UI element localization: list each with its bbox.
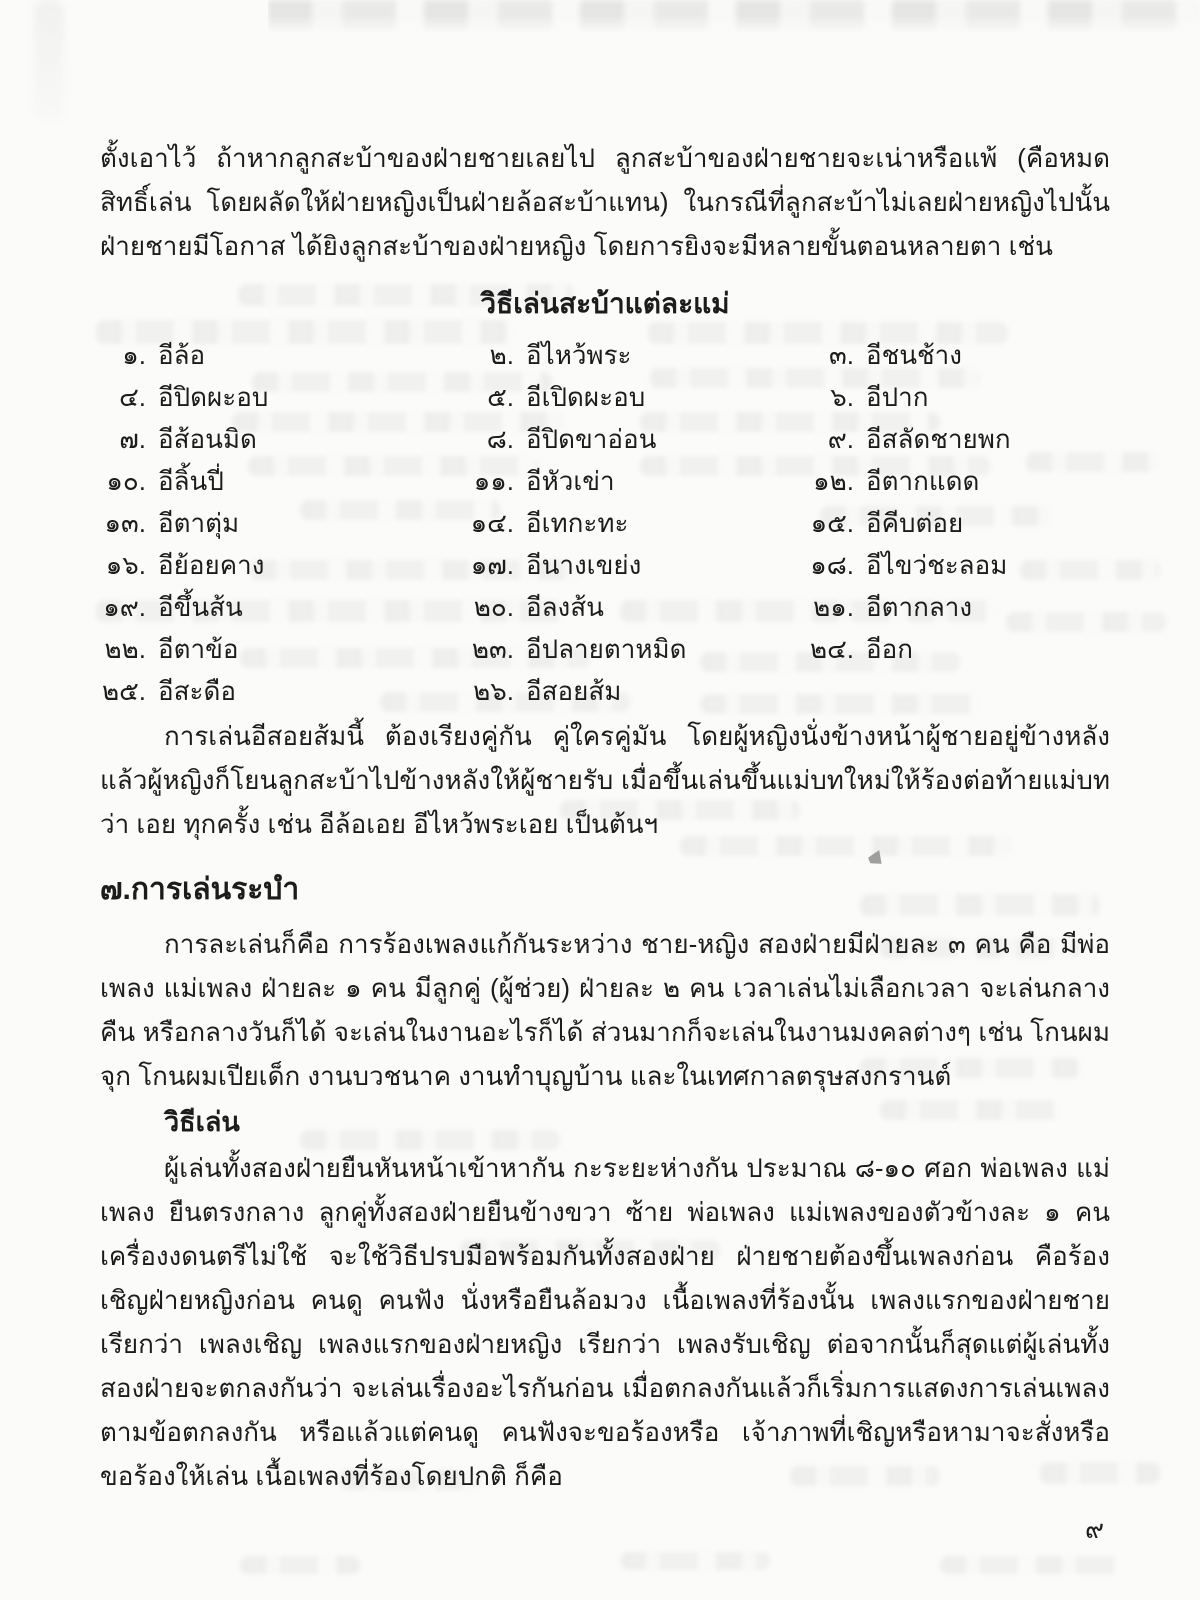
item-number: ๒๕. (101, 676, 146, 706)
list-item (468, 418, 808, 460)
item-name: อีเทกะทะ (526, 508, 629, 538)
how-to-play-subheading: วิธีเล่น (164, 1107, 240, 1137)
list-item (468, 628, 808, 670)
item-name: อีปลายตาหมิด (526, 634, 687, 664)
item-number: ๒. (489, 340, 514, 370)
list-item (100, 418, 468, 460)
item-number: ๒๐. (473, 592, 514, 622)
list-item (100, 628, 468, 670)
list-item (468, 460, 808, 502)
item-number: ๒๒. (104, 634, 146, 664)
item-name: อีตาตุ่ม (158, 508, 240, 538)
item-number: ๒๓. (471, 634, 514, 664)
item-number: ๑๓. (104, 508, 146, 538)
list-item (468, 376, 808, 418)
item-number: ๑๒. (813, 466, 854, 496)
item-name: อีล้อ (158, 340, 206, 370)
item-name: อีปาก (866, 382, 929, 412)
list-item (468, 670, 808, 712)
list-item (100, 460, 468, 502)
list-item (100, 670, 468, 712)
item-number: ๓. (829, 340, 854, 370)
item-name: อีลิ้นปี่ (158, 466, 224, 496)
list-item (808, 418, 1110, 460)
item-name: อีหัวเข่า (526, 466, 615, 496)
section-7-heading: ๗.การเล่นระบำ (100, 873, 300, 906)
item-name: อีไหว้พระ (526, 340, 632, 370)
item-name: อีชนช้าง (866, 340, 962, 370)
item-name: อีตากลาง (866, 592, 973, 622)
item-number: ๕. (487, 382, 514, 412)
item-name: อีขึ้นส้น (158, 592, 243, 622)
item-name: อีสะดือ (158, 676, 236, 706)
list-item (468, 586, 808, 628)
item-name: อีปิดขาอ่อน (526, 424, 657, 454)
item-name: อีย้อยคาง (158, 550, 265, 580)
section-7-paragraph-2: ผู้เล่นทั้งสองฝ่ายยืนหันหน้าเข้าหากัน กะระยะห่างกัน ประมาณ ๘-๑๐ ศอก พ่อเพลง แม่เพลง ยืนตรงกลาง ลูกคู่ทั้งสองฝ่ายยืนข้างขวา ซ้าย พ่อเพลง แม่เพลงของตัวข้างละ ๑ คน เครื่องงดนตรีไม่ใช้ จะใช้วิธีปรบมือพร้อมกันทั้งสองฝ่าย ฝ่ายชายต้องขึ้นเพลงก่อน คือร้องเชิญฝ่ายหญิงก่อน คนดู คนฟัง นั่งหรือยืนล้อมวง เนื้อเพลงที่ร้องนั้น เพลงแรกของฝ่ายชาย เรียกว่า เพลงเชิญ เพลงแรกของฝ่ายหญิง เรียกว่า เพลงรับเชิญ ต่อจากนั้นก็สุดแต่ผู้เล่นทั้งสองฝ่ายจะตกลงกันว่า จะเล่นเรื่องอะไรกันก่อน เมื่อตกลงกันแล้วก็เริ่มการแสดงการเล่นเพลงตามข้อตกลงกัน หรือแล้วแต่คนดู คนฟังจะขอร้องหรือ เจ้าภาพที่เชิญหรือหามาจะสั่งหรือขอร้องให้เล่น เนื้อเพลงที่ร้องโดยปกติ ก็คือ (100, 1153, 1110, 1491)
body-paragraph-2: การเล่นอีสอยส้มนี้ ต้องเรียงคู่กัน คู่ใครคู่มัน โดยผู้หญิงนั่งข้างหน้าผู้ชายอยู่ข้างหลัง แล้วผู้หญิงก็โยนลูกสะบ้าไปข้างหลังให้ผู้ชายรับ เมื่อขึ้นเล่นขึ้นแม่บทใหม่ให้ร้องต่อท้ายแม่บทว่า เอย ทุกครั้ง เช่น อีล้อเอย อีไหว้พระเอย เป็นต้นฯ (100, 721, 1110, 839)
item-number: ๘. (486, 424, 514, 454)
item-number: ๒๔. (809, 634, 854, 664)
page-number: ๙ (1084, 1514, 1104, 1544)
item-number: ๑๑. (473, 466, 514, 496)
item-number: ๑๘. (810, 550, 854, 580)
list-item (100, 376, 468, 418)
saba-list-heading: วิธีเล่นสะบ้าแต่ละแม่ (480, 288, 730, 319)
item-name: อีตาข้อ (158, 634, 239, 664)
item-name: อีตากแดด (866, 466, 980, 496)
list-item (468, 334, 808, 376)
list-item (468, 544, 808, 586)
list-item (100, 544, 468, 586)
list-item (468, 502, 808, 544)
item-name: อีไขว่ชะลอม (866, 550, 1008, 580)
item-number: ๑๗. (470, 550, 514, 580)
item-number: ๙. (827, 424, 854, 454)
item-name: อีลงส้น (526, 592, 604, 622)
list-item (808, 628, 1110, 670)
item-name: อีคีบต่อย (866, 508, 964, 538)
item-number: ๑. (122, 340, 146, 370)
item-number: ๑๖. (105, 550, 146, 580)
section-7-paragraph-1: การละเล่นก็คือ การร้องเพลงแก้กันระหว่าง ชาย-หญิง สองฝ่ายมีฝ่ายละ ๓ คน คือ มีพ่อเพลง แม่เพลง ฝ่ายละ ๑ คน มีลูกคู่ (ผู้ช่วย) ฝ่ายละ ๒ คน เวลาเล่นไม่เลือกเวลา จะเล่นกลางคืน หรือกลางวันก็ได้ จะเล่นในงานอะไรก็ได้ ส่วนมากก็จะเล่นในงานมงคลต่างๆ เช่น โกนผมจุก โกนผมเปียเด็ก งานบวชนาค งานทำบุญบ้าน และในเทศกาลตรุษสงกรานต์ (100, 929, 1110, 1091)
list-item (808, 460, 1110, 502)
item-name: อีสลัดชายพก (866, 424, 1011, 454)
list-item (100, 334, 468, 376)
list-item (808, 334, 1110, 376)
item-number: ๑๕. (810, 508, 854, 538)
list-item (100, 586, 468, 628)
item-number: ๒๑. (813, 592, 854, 622)
item-name: อีส้อนมิด (158, 424, 257, 454)
item-number: ๔. (119, 382, 146, 412)
item-name: อีเปิดผะอบ (526, 382, 646, 412)
item-number: ๖. (830, 382, 854, 412)
item-name: อีสอยส้ม (526, 676, 622, 706)
item-name: อีนางเขย่ง (526, 550, 642, 580)
list-item (808, 544, 1110, 586)
item-number: ๑๔. (470, 508, 514, 538)
item-number: ๑๐. (106, 466, 146, 496)
item-number: ๑๙. (103, 592, 146, 622)
body-paragraph-1: ตั้งเอาไว้ ถ้าหากลูกสะบ้าของฝ่ายชายเลยไป ลูกสะบ้าของฝ่ายชายจะเน่าหรือแพ้ (คือหมดสิทธิ์เล่น โดยผลัดให้ฝ่ายหญิงเป็นฝ่ายล้อสะบ้าแทน) ในกรณีที่ลูกสะบ้าไม่เลยฝ่ายหญิงไปนั้น ฝ่ายชายมีโอกาส ได้ยิงลูกสะบ้าของฝ่ายหญิง โดยการยิงจะมีหลายขั้นตอนหลายตา เช่น (100, 143, 1110, 261)
item-number: ๗. (119, 424, 146, 454)
item-name: อีปิดผะอบ (158, 382, 269, 412)
list-item (808, 376, 1110, 418)
list-item (808, 502, 1110, 544)
list-item (808, 586, 1110, 628)
item-name: อีอก (866, 634, 913, 664)
item-number: ๒๖. (473, 676, 514, 706)
list-item (100, 502, 468, 544)
saba-moves-list (100, 334, 1110, 712)
